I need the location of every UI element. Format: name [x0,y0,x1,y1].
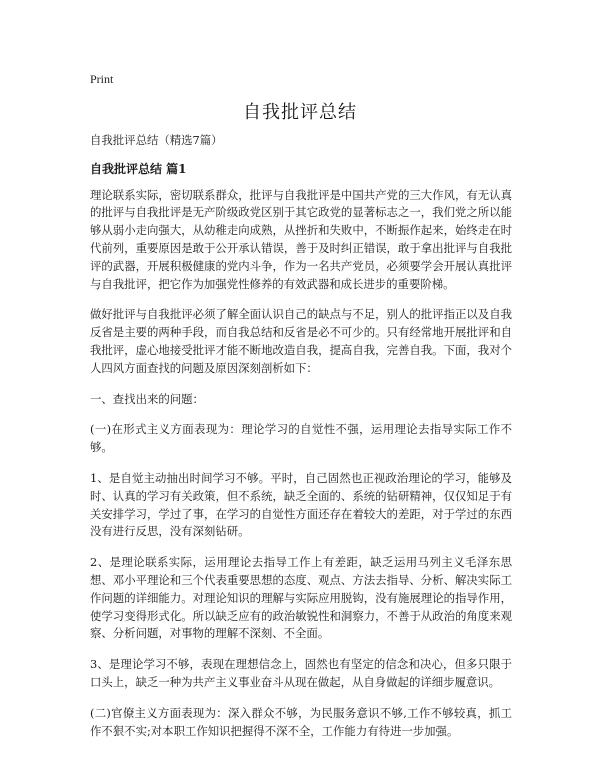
paragraph-method: 做好批评与自我批评必须了解全面认识自己的缺点与不足，别人的批评指正以及自我反省是主要的两种手段，而自我总结和反省是必不可少的。只有经常地开展批评和自我批评，虚心地接受批评才能不断地改造自我，提高自我，完善自我。下面，我对个人四风方面查找的问题及原因深刻剖析如下： [90,307,512,375]
page-title: 自我批评总结 [243,102,357,123]
paragraph-intro: 理论联系实际，密切联系群众，批评与自我批评是中国共产党的三大作风，有无认真的批评与自我批评是无产阶级政党区别于其它政党的显著标志之一，我们党之所以能够从弱小走向强大，从幼稚走向成熟，从挫折和失败中，不断振作起来，始终走在时代前列，重要原因是敢于公开承认错误，善于及时纠正错误，敢于拿出批评与自我批评的武器，开展积极健康的党内斗争，作为一名共产党员，必须要学会开展认真批评与自我批评，把它作为加强党性修养的有效武器和成长进步的重要阶梯。 [90,187,512,291]
paragraph-bureaucracy: (二)官僚主义方面表现为：深入群众不够，为民服务意识不够,工作不够较真，抓工作不狠不实;对本职工作知识把握得不深不全，工作能力有待进一步加强。 [90,705,512,738]
paragraph-problems-heading: 一、查找出来的问题： [90,391,204,406]
paragraph-point-2: 2、是理论联系实际，运用理论去指导工作上有差距，缺乏运用马列主义毛泽东思想、邓小平理论和三个代表重要思想的态度、观点、方法去指导、分析、解决实际工作问题的详细能力。对理论知识的理解与实际应用脱钩，没有施展理论的指导作用，使学习变得形式化。所以缺乏应有的政治敏锐性和洞察力，不善于从政治的角度来观察、分析问题，对事物的理解不深刻、不全面。 [90,555,512,641]
paragraph-point-3: 3、是理论学习不够，表现在理想信念上，固然也有坚定的信念和决心，但多只限于口头上，缺乏一种为共产主义事业奋斗从现在做起，从自身做起的详细步履意识。 [90,657,512,689]
document-body [90,132,512,753]
document-subtitle: 自我批评总结（精选7篇） [90,133,223,147]
section-heading: 自我批评总结 篇1 [90,161,187,176]
paragraph-formalism: (一)在形式主义方面表现为：理论学习的自觉性不强，运用理论去指导实际工作不够。 [90,422,512,455]
print-label: Print [90,72,114,86]
paragraph-point-1: 1、是自觉主动抽出时间学习不够。平时，自己固然也正视政治理论的学习，能够及时、认真的学习有关政策，但不系统，缺乏全面的、系统的钻研精神，仅仅知足于有关安排学习，学过了事，在学习的自觉性方面还存在着较大的差距，对于学过的东西没有进行反思，没有深刻钻研。 [90,470,512,539]
